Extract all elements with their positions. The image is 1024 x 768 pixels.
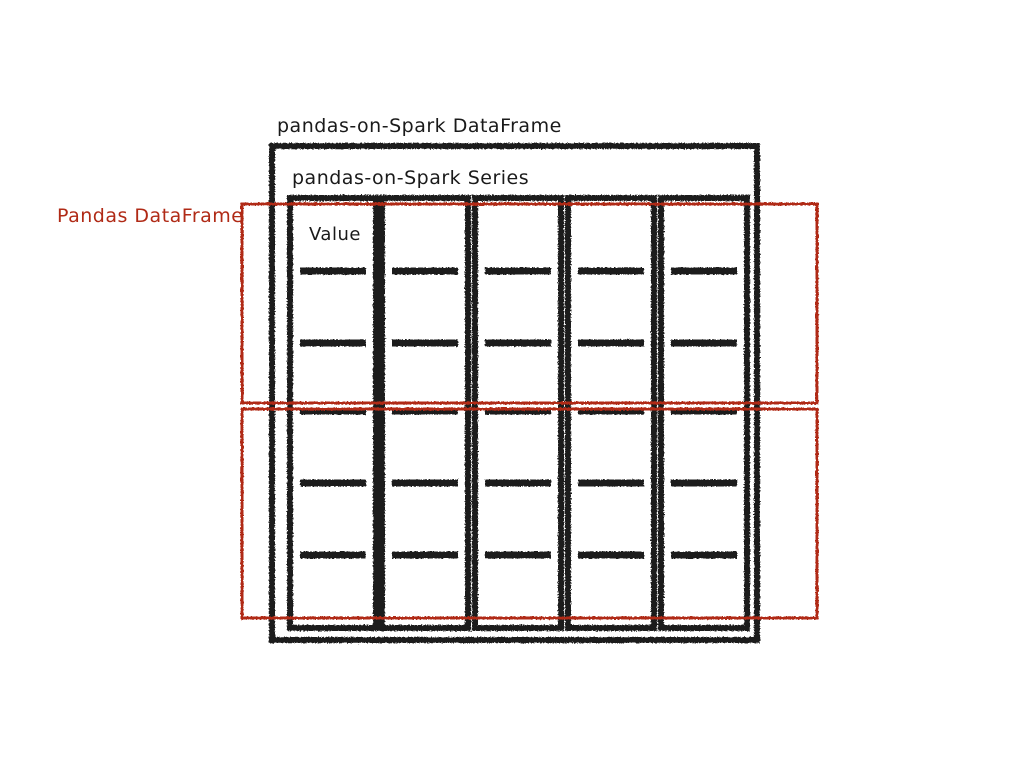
pandas-dataframe-box-2: [242, 409, 817, 618]
row-separators: [300, 271, 737, 555]
pandas-on-spark-dataframe-box: [272, 146, 757, 640]
pandas-on-spark-dataframe-label: pandas-on-Spark DataFrame: [277, 115, 562, 137]
pandas-on-spark-series-label: pandas-on-Spark Series: [292, 167, 530, 189]
value-column-label: Value: [309, 224, 361, 245]
pandas-dataframe-label: Pandas DataFrame: [57, 205, 244, 227]
